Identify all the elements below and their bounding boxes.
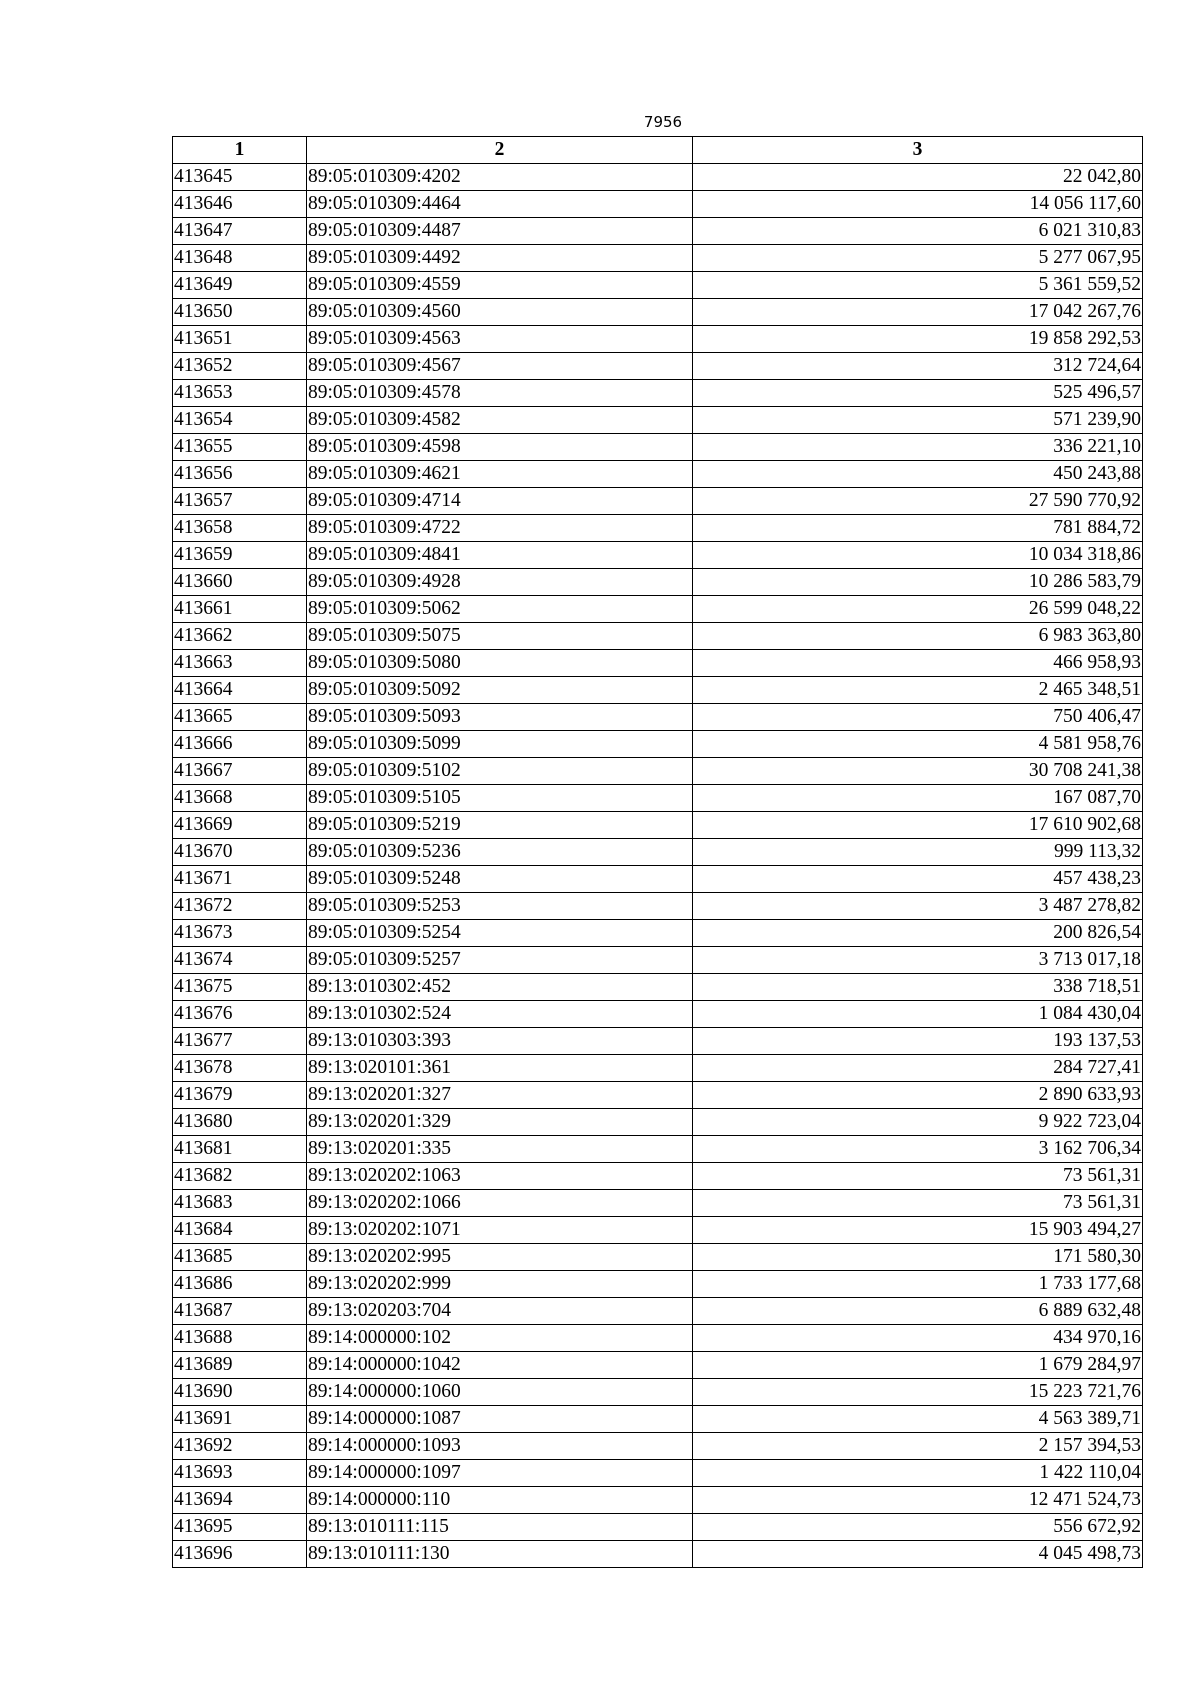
cadastral-number-cell: 89:14:000000:1060 <box>307 1379 693 1406</box>
table-row <box>173 515 1143 542</box>
row-number-cell: 413687 <box>173 1298 307 1325</box>
row-number-cell: 413653 <box>173 380 307 407</box>
cadastral-number-cell: 89:05:010309:5248 <box>307 866 693 893</box>
row-number-cell: 413651 <box>173 326 307 353</box>
value-cell: 12 471 524,73 <box>693 1487 1143 1514</box>
table-row <box>173 623 1143 650</box>
row-number-cell: 413695 <box>173 1514 307 1541</box>
row-number-cell: 413656 <box>173 461 307 488</box>
value-cell: 26 599 048,22 <box>693 596 1143 623</box>
cadastral-number-cell: 89:14:000000:1093 <box>307 1433 693 1460</box>
cadastral-number-cell: 89:13:020202:1066 <box>307 1190 693 1217</box>
cadastral-number-cell: 89:14:000000:1097 <box>307 1460 693 1487</box>
table-row <box>173 1109 1143 1136</box>
row-number-cell: 413674 <box>173 947 307 974</box>
cadastral-number-cell: 89:13:020202:999 <box>307 1271 693 1298</box>
table-row <box>173 920 1143 947</box>
value-cell: 336 221,10 <box>693 434 1143 461</box>
table-row <box>173 1001 1143 1028</box>
cadastral-number-cell: 89:05:010309:4714 <box>307 488 693 515</box>
cadastral-number-cell: 89:13:010111:115 <box>307 1514 693 1541</box>
table-row <box>173 461 1143 488</box>
table-row <box>173 596 1143 623</box>
row-number-cell: 413672 <box>173 893 307 920</box>
value-cell: 193 137,53 <box>693 1028 1143 1055</box>
table-row <box>173 569 1143 596</box>
table-row <box>173 1136 1143 1163</box>
table-header <box>173 137 1143 164</box>
value-cell: 3 487 278,82 <box>693 893 1143 920</box>
value-cell: 17 042 267,76 <box>693 299 1143 326</box>
table-row <box>173 380 1143 407</box>
table-row <box>173 704 1143 731</box>
value-cell: 3 162 706,34 <box>693 1136 1143 1163</box>
value-cell: 571 239,90 <box>693 407 1143 434</box>
table-row <box>173 1082 1143 1109</box>
value-cell: 30 708 241,38 <box>693 758 1143 785</box>
cadastral-number-cell: 89:05:010309:5219 <box>307 812 693 839</box>
cadastral-number-cell: 89:13:020101:361 <box>307 1055 693 1082</box>
cadastral-number-cell: 89:05:010309:4202 <box>307 164 693 191</box>
value-cell: 999 113,32 <box>693 839 1143 866</box>
value-cell: 167 087,70 <box>693 785 1143 812</box>
value-cell: 4 563 389,71 <box>693 1406 1143 1433</box>
table-row <box>173 866 1143 893</box>
table-row <box>173 218 1143 245</box>
table-row <box>173 812 1143 839</box>
row-number-cell: 413693 <box>173 1460 307 1487</box>
cadastral-number-cell: 89:13:010302:524 <box>307 1001 693 1028</box>
value-cell: 9 922 723,04 <box>693 1109 1143 1136</box>
table-row <box>173 758 1143 785</box>
table-row <box>173 1541 1143 1568</box>
table-row <box>173 272 1143 299</box>
row-number-cell: 413685 <box>173 1244 307 1271</box>
cadastral-number-cell: 89:05:010309:5075 <box>307 623 693 650</box>
table-row <box>173 407 1143 434</box>
row-number-cell: 413684 <box>173 1217 307 1244</box>
row-number-cell: 413649 <box>173 272 307 299</box>
value-cell: 15 903 494,27 <box>693 1217 1143 1244</box>
table-row <box>173 893 1143 920</box>
value-cell: 750 406,47 <box>693 704 1143 731</box>
value-cell: 450 243,88 <box>693 461 1143 488</box>
table-row <box>173 650 1143 677</box>
row-number-cell: 413661 <box>173 596 307 623</box>
row-number-cell: 413660 <box>173 569 307 596</box>
row-number-cell: 413647 <box>173 218 307 245</box>
row-number-cell: 413690 <box>173 1379 307 1406</box>
row-number-cell: 413668 <box>173 785 307 812</box>
data-table <box>172 136 1143 1568</box>
row-number-cell: 413657 <box>173 488 307 515</box>
row-number-cell: 413658 <box>173 515 307 542</box>
cadastral-number-cell: 89:05:010309:4928 <box>307 569 693 596</box>
row-number-cell: 413686 <box>173 1271 307 1298</box>
value-cell: 6 021 310,83 <box>693 218 1143 245</box>
table-row <box>173 1163 1143 1190</box>
value-cell: 22 042,80 <box>693 164 1143 191</box>
cadastral-number-cell: 89:05:010309:5092 <box>307 677 693 704</box>
table-row <box>173 245 1143 272</box>
table-row <box>173 1433 1143 1460</box>
row-number-cell: 413688 <box>173 1325 307 1352</box>
value-cell: 1 733 177,68 <box>693 1271 1143 1298</box>
value-cell: 1 422 110,04 <box>693 1460 1143 1487</box>
row-number-cell: 413652 <box>173 353 307 380</box>
value-cell: 525 496,57 <box>693 380 1143 407</box>
cadastral-number-cell: 89:05:010309:4567 <box>307 353 693 380</box>
table-row <box>173 1325 1143 1352</box>
cadastral-number-cell: 89:05:010309:5236 <box>307 839 693 866</box>
value-cell: 3 713 017,18 <box>693 947 1143 974</box>
row-number-cell: 413677 <box>173 1028 307 1055</box>
table-row <box>173 1406 1143 1433</box>
row-number-cell: 413689 <box>173 1352 307 1379</box>
value-cell: 171 580,30 <box>693 1244 1143 1271</box>
table-row <box>173 731 1143 758</box>
cadastral-number-cell: 89:14:000000:110 <box>307 1487 693 1514</box>
table-row <box>173 1271 1143 1298</box>
column-header-2: 2 <box>307 137 693 164</box>
value-cell: 781 884,72 <box>693 515 1143 542</box>
table-row <box>173 326 1143 353</box>
value-cell: 10 034 318,86 <box>693 542 1143 569</box>
cadastral-number-cell: 89:05:010309:5099 <box>307 731 693 758</box>
cadastral-number-cell: 89:13:020201:327 <box>307 1082 693 1109</box>
value-cell: 10 286 583,79 <box>693 569 1143 596</box>
cadastral-number-cell: 89:05:010309:5093 <box>307 704 693 731</box>
cadastral-number-cell: 89:05:010309:5105 <box>307 785 693 812</box>
value-cell: 2 465 348,51 <box>693 677 1143 704</box>
value-cell: 17 610 902,68 <box>693 812 1143 839</box>
row-number-cell: 413645 <box>173 164 307 191</box>
row-number-cell: 413680 <box>173 1109 307 1136</box>
cadastral-number-cell: 89:13:010303:393 <box>307 1028 693 1055</box>
value-cell: 1 679 284,97 <box>693 1352 1143 1379</box>
table-row <box>173 1190 1143 1217</box>
table-row <box>173 839 1143 866</box>
row-number-cell: 413650 <box>173 299 307 326</box>
cadastral-number-cell: 89:05:010309:4621 <box>307 461 693 488</box>
row-number-cell: 413673 <box>173 920 307 947</box>
value-cell: 4 581 958,76 <box>693 731 1143 758</box>
value-cell: 14 056 117,60 <box>693 191 1143 218</box>
value-cell: 5 277 067,95 <box>693 245 1143 272</box>
table-row <box>173 1217 1143 1244</box>
table-row <box>173 974 1143 1001</box>
row-number-cell: 413691 <box>173 1406 307 1433</box>
value-cell: 6 983 363,80 <box>693 623 1143 650</box>
row-number-cell: 413659 <box>173 542 307 569</box>
value-cell: 556 672,92 <box>693 1514 1143 1541</box>
row-number-cell: 413670 <box>173 839 307 866</box>
value-cell: 73 561,31 <box>693 1163 1143 1190</box>
row-number-cell: 413648 <box>173 245 307 272</box>
cadastral-number-cell: 89:13:020203:704 <box>307 1298 693 1325</box>
cadastral-number-cell: 89:05:010309:5062 <box>307 596 693 623</box>
table-row <box>173 488 1143 515</box>
cadastral-number-cell: 89:05:010309:4598 <box>307 434 693 461</box>
value-cell: 200 826,54 <box>693 920 1143 947</box>
cadastral-number-cell: 89:13:020201:329 <box>307 1109 693 1136</box>
cadastral-number-cell: 89:05:010309:4487 <box>307 218 693 245</box>
cadastral-number-cell: 89:13:010302:452 <box>307 974 693 1001</box>
cadastral-number-cell: 89:14:000000:1087 <box>307 1406 693 1433</box>
cadastral-number-cell: 89:14:000000:1042 <box>307 1352 693 1379</box>
cadastral-number-cell: 89:13:020202:1071 <box>307 1217 693 1244</box>
table-row <box>173 785 1143 812</box>
table-row <box>173 542 1143 569</box>
value-cell: 434 970,16 <box>693 1325 1143 1352</box>
value-cell: 466 958,93 <box>693 650 1143 677</box>
row-number-cell: 413675 <box>173 974 307 1001</box>
row-number-cell: 413663 <box>173 650 307 677</box>
row-number-cell: 413666 <box>173 731 307 758</box>
table-row <box>173 1487 1143 1514</box>
table-row <box>173 947 1143 974</box>
header-row <box>173 137 1143 164</box>
row-number-cell: 413664 <box>173 677 307 704</box>
value-cell: 284 727,41 <box>693 1055 1143 1082</box>
table-row <box>173 1379 1143 1406</box>
value-cell: 5 361 559,52 <box>693 272 1143 299</box>
table-row <box>173 353 1143 380</box>
row-number-cell: 413678 <box>173 1055 307 1082</box>
row-number-cell: 413671 <box>173 866 307 893</box>
cadastral-number-cell: 89:13:020202:995 <box>307 1244 693 1271</box>
value-cell: 15 223 721,76 <box>693 1379 1143 1406</box>
cadastral-number-cell: 89:05:010309:4841 <box>307 542 693 569</box>
cadastral-number-cell: 89:05:010309:5254 <box>307 920 693 947</box>
table-row <box>173 677 1143 704</box>
table-row <box>173 1514 1143 1541</box>
table-row <box>173 1055 1143 1082</box>
cadastral-number-cell: 89:05:010309:5102 <box>307 758 693 785</box>
row-number-cell: 413682 <box>173 1163 307 1190</box>
cadastral-number-cell: 89:05:010309:4578 <box>307 380 693 407</box>
cadastral-number-cell: 89:13:020201:335 <box>307 1136 693 1163</box>
value-cell: 27 590 770,92 <box>693 488 1143 515</box>
value-cell: 4 045 498,73 <box>693 1541 1143 1568</box>
value-cell: 2 890 633,93 <box>693 1082 1143 1109</box>
table-body <box>173 164 1143 1568</box>
column-header-3: 3 <box>693 137 1143 164</box>
value-cell: 457 438,23 <box>693 866 1143 893</box>
cadastral-number-cell: 89:05:010309:5257 <box>307 947 693 974</box>
cadastral-number-cell: 89:05:010309:5253 <box>307 893 693 920</box>
cadastral-number-cell: 89:13:010111:130 <box>307 1541 693 1568</box>
row-number-cell: 413679 <box>173 1082 307 1109</box>
cadastral-number-cell: 89:05:010309:4582 <box>307 407 693 434</box>
cadastral-number-cell: 89:05:010309:4722 <box>307 515 693 542</box>
row-number-cell: 413667 <box>173 758 307 785</box>
table-row <box>173 1244 1143 1271</box>
row-number-cell: 413696 <box>173 1541 307 1568</box>
table-row <box>173 164 1143 191</box>
cadastral-number-cell: 89:05:010309:4464 <box>307 191 693 218</box>
row-number-cell: 413646 <box>173 191 307 218</box>
table-row <box>173 191 1143 218</box>
table-row <box>173 1028 1143 1055</box>
row-number-cell: 413676 <box>173 1001 307 1028</box>
row-number-cell: 413654 <box>173 407 307 434</box>
cadastral-number-cell: 89:14:000000:102 <box>307 1325 693 1352</box>
column-header-1: 1 <box>173 137 307 164</box>
row-number-cell: 413692 <box>173 1433 307 1460</box>
cadastral-number-cell: 89:13:020202:1063 <box>307 1163 693 1190</box>
value-cell: 19 858 292,53 <box>693 326 1143 353</box>
value-cell: 312 724,64 <box>693 353 1143 380</box>
value-cell: 73 561,31 <box>693 1190 1143 1217</box>
table-row <box>173 1352 1143 1379</box>
table-row <box>173 1298 1143 1325</box>
page-number: 7956 <box>643 113 683 131</box>
row-number-cell: 413681 <box>173 1136 307 1163</box>
row-number-cell: 413669 <box>173 812 307 839</box>
table-row <box>173 434 1143 461</box>
cadastral-number-cell: 89:05:010309:4559 <box>307 272 693 299</box>
cadastral-number-cell: 89:05:010309:4492 <box>307 245 693 272</box>
value-cell: 2 157 394,53 <box>693 1433 1143 1460</box>
table-row <box>173 299 1143 326</box>
value-cell: 6 889 632,48 <box>693 1298 1143 1325</box>
value-cell: 1 084 430,04 <box>693 1001 1143 1028</box>
row-number-cell: 413665 <box>173 704 307 731</box>
row-number-cell: 413655 <box>173 434 307 461</box>
table-row <box>173 1460 1143 1487</box>
row-number-cell: 413683 <box>173 1190 307 1217</box>
row-number-cell: 413662 <box>173 623 307 650</box>
cadastral-number-cell: 89:05:010309:4563 <box>307 326 693 353</box>
row-number-cell: 413694 <box>173 1487 307 1514</box>
cadastral-number-cell: 89:05:010309:5080 <box>307 650 693 677</box>
cadastral-number-cell: 89:05:010309:4560 <box>307 299 693 326</box>
value-cell: 338 718,51 <box>693 974 1143 1001</box>
